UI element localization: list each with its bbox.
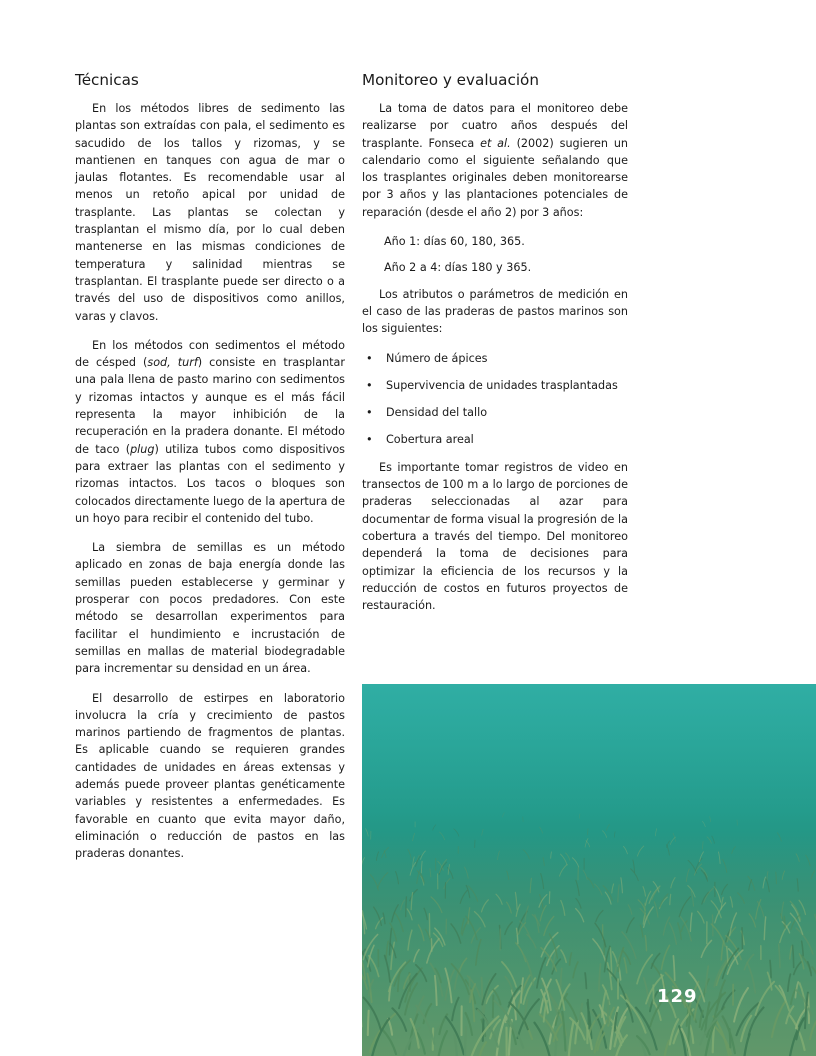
bullet-icon: • [366, 406, 373, 420]
seagrass-blade [483, 1016, 484, 1041]
seagrass-blade [561, 968, 562, 989]
paragraph-monitoring-intro: La toma de datos para el monitoreo debe realizarse por cuatro años después del trasplante. Fonseca et al. (2002) sugieren un calendario como el siguiente señalando que los trasplantes originales deben monitorearse por 3 años y las plantaciones potenciales de reparación (desde el año 2) por 3 años: [362, 102, 628, 219]
seagrass-blade [493, 995, 494, 1017]
paragraph-sediment-free: En los métodos libres de sedimento las plantas son extraídas con pala, el sedimento es sacudido de los tallos y rizomas, y se mantienen en tanques con agua de mar o jaulas flotantes. Es recomendable usar al menos un retoño apical por unidad de trasplante. Las plantas se colectan y trasplantan el mismo día, por lo cual deben mantenerse en las mismas condiciones de temperatura y salinidad mientras se trasplantan. El trasplante puede ser directo o a través del uso de dispositivos como anillos, varas y clavos. [75, 102, 345, 323]
schedule-year-1: Año 1: días 60, 180, 365. [384, 235, 525, 249]
paragraph-video-records: Es importante tomar registros de video en transectos de 100 m a lo largo de porciones de praderas seleccionadas al azar para documentar de forma visual la progresión de la cobertura a través del tiempo. Del monitoreo dependerá la toma de decisiones para optimizar la eficiencia de los recursos y la reducción de costos en futuros proyectos de restauración. [362, 460, 628, 613]
bullet-icon: • [366, 433, 373, 447]
section-heading-monitoreo: Monitoreo y evaluación [362, 71, 539, 89]
paragraph-sediment-methods: En los métodos con sedimentos el método de césped (sod, turf) consiste en trasplantar una pala llena de pasto marino con sedimentos y rizomas intactos y aunque es el más fácil representa la mayor inhibición de la recuperación en la pradera donante. El método de taco (plug) utiliza tubos como dispositivos para extraer las plantas con el sedimento y rizomas intactos. Los tacos o bloques son colocados directamente luego de la apertura de un hoyo para recibir el contenido del tubo. [75, 338, 345, 525]
right-column [362, 70, 628, 626]
seagrass-blade [482, 978, 483, 1014]
paragraph-attributes: Los atributos o parámetros de medición en el caso de las praderas de pastos marinos son los siguientes: [362, 287, 628, 336]
bullet-icon: • [366, 378, 373, 392]
section-heading-tecnicas: Técnicas [75, 71, 139, 89]
seagrass-blade [608, 1001, 609, 1024]
seagrass-photo-illustration [362, 684, 816, 1056]
seagrass-blade [776, 872, 777, 884]
seagrass-blade [465, 1027, 466, 1056]
paragraph-lab-strains: El desarrollo de estirpes en laboratorio involucra la cría y crecimiento de pastos marinos partiendo de fragmentos de plantas. Es aplicable cuando se requieren grandes cantidades de unidades en áreas extensas y además puede proveer plantas genéticamente variables y resistentes a enfermedades. Es favorable en cuanto que evita mayor daño, eliminación o reducción de pastos en las praderas donantes. [75, 691, 345, 861]
list-item: • Número de ápices [362, 350, 628, 367]
seagrass-photo [362, 684, 816, 1056]
schedule-years-2-4: Año 2 a 4: días 180 y 365. [384, 261, 532, 275]
left-column [75, 70, 345, 874]
seagrass-blade [588, 1000, 589, 1029]
attribute-list [362, 350, 628, 449]
seagrass-blade [406, 897, 407, 917]
list-item: • Supervivencia de unidades trasplantadas [362, 377, 628, 394]
bullet-icon: • [366, 351, 373, 365]
list-item: • Densidad del tallo [362, 404, 628, 421]
seagrass-blade [368, 1011, 369, 1036]
paragraph-seed-sowing: La siembra de semillas es un método aplicado en zonas de baja energía donde las semillas pueden establecerse y germinar y prosperar con pocos predadores. Con este método se desarrollan experimentos para facilitar el hundimiento e incrustación de semillas en mallas de material biodegradable para incrementar su densidad en un área. [75, 541, 345, 676]
page-number: 129 [657, 986, 698, 1007]
list-item: • Cobertura areal [362, 431, 628, 448]
